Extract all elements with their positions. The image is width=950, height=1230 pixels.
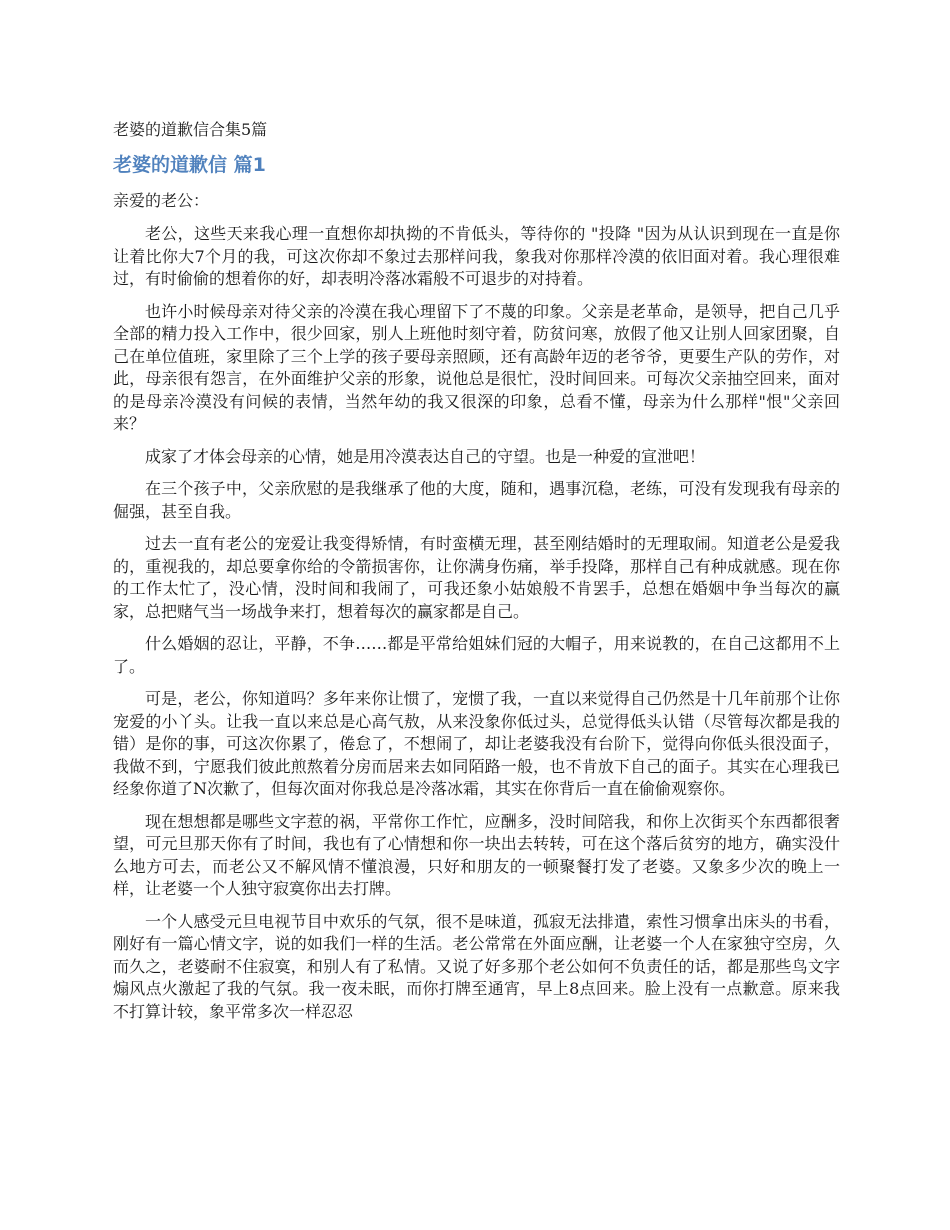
paragraph-1: 老公，这些天来我心理一直想你却执拗的不肯低头，等待你的 "投降 "因为从认识到现在一直是你让着比你大7个月的我，可这次你却不象过去那样问我，象我对你那样冷漠的依旧面对着。我心理很难过，有时偷偷的想着你的好，却表明冷落冰霜般不可退步的对持着。 bbox=[113, 224, 840, 288]
document-title: 老婆的道歉信合集5篇 bbox=[113, 120, 268, 139]
paragraph-6: 什么婚姻的忍让，平静，不争……都是平常给姐妹们冠的大帽子，用来说教的，在自己这都用不上了。 bbox=[113, 634, 840, 676]
paragraph-3: 成家了才体会母亲的心情，她是用冷漠表达自己的守望。也是一种爱的宣泄吧！ bbox=[145, 446, 706, 466]
paragraph-4: 在三个孩子中，父亲欣慰的是我继承了他的大度，随和，遇事沉稳，老练，可没有发现我有母亲的倔强，甚至自我。 bbox=[113, 479, 840, 521]
paragraph-2: 也许小时候母亲对待父亲的冷漠在我心理留下了不蔑的印象。父亲是老革命，是领导，把自己几乎全部的精力投入工作中，很少回家，别人上班他时刻守着，防贫问寒，放假了他又让别人回家团聚，自己在单位值班，家里除了三个上学的孩子要母亲照顾，还有高龄年迈的老爷爷，更要生产队的劳作，对此，母亲很有怨言，在外面维护父亲的形象，说他总是很忙，没时间回来。可每次父亲抽空回来，面对的是母亲冷漠没有问候的表情，当然年幼的我又很深的印象，总看不懂，母亲为什么那样"恨"父亲回来？ bbox=[113, 301, 840, 433]
paragraph-8: 现在想想都是哪些文字惹的祸，平常你工作忙，应酬多，没时间陪我，和你上次街买个东西都很奢望，可元旦那天你有了时间，我也有了心情想和你一块出去转转，可在这个落后贫穷的地方，确实没什么地方可去，而老公又不解风情不懂浪漫，只好和朋友的一顿聚餐打发了老婆。又象多少次的晚上一样，让老婆一个人独守寂寞你出去打牌。 bbox=[113, 811, 840, 898]
paragraph-9: 一个人感受元旦电视节目中欢乐的气氛，很不是味道，孤寂无法排遣，索性习惯拿出床头的书看，刚好有一篇心情文字，说的如我们一样的生活。老公常常在外面应酬，让老婆一个人在家独守空房，久而久之，老婆耐不住寂寞，和别人有了私情。又说了好多那个老公如何不负责任的话，都是那些鸟文字煽风点火激起了我的气氛。我一夜未眠，而你打牌至通宵，早上8点回来。脸上没有一点歉意。原来我不打算计较，象平常多次一样忍忍 bbox=[113, 911, 840, 1021]
paragraph-5: 过去一直有老公的宠爱让我变得矫情，有时蛮横无理，甚至刚结婚时的无理取闹。知道老公是爱我的，重视我的，却总要拿你给的令箭损害你，让你满身伤痛，举手投降，那样自己有种成就感。现在你的工作太忙了，没心情，没时间和我闹了，可我还象小姑娘般不肯罢手，总想在婚姻中争当每次的赢家，总把赌气当一场战争来打，想着每次的赢家都是自己。 bbox=[113, 534, 840, 621]
paragraph-7: 可是，老公，你知道吗？多年来你让惯了，宠惯了我，一直以来觉得自己仍然是十几年前那个让你宠爱的小丫头。让我一直以来总是心高气敖，从来没象你低过头，总觉得低头认错（尽管每次都是我的错）是你的事，可这次你累了，倦怠了，不想闹了，却让老婆我没有台阶下，觉得向你低头很没面子，我做不到，宁愿我们彼此煎熬着分房而居来去如同陌路一般，也不肯放下自己的面子。其实在心理我已经象你道了N次歉了，但每次面对你我总是冷落冰霜，其实在你背后一直在偷偷观察你。 bbox=[113, 689, 840, 798]
section-heading: 老婆的道歉信 篇1 bbox=[113, 154, 266, 176]
salutation: 亲爱的老公： bbox=[113, 191, 210, 210]
document-page bbox=[113, 118, 840, 1033]
